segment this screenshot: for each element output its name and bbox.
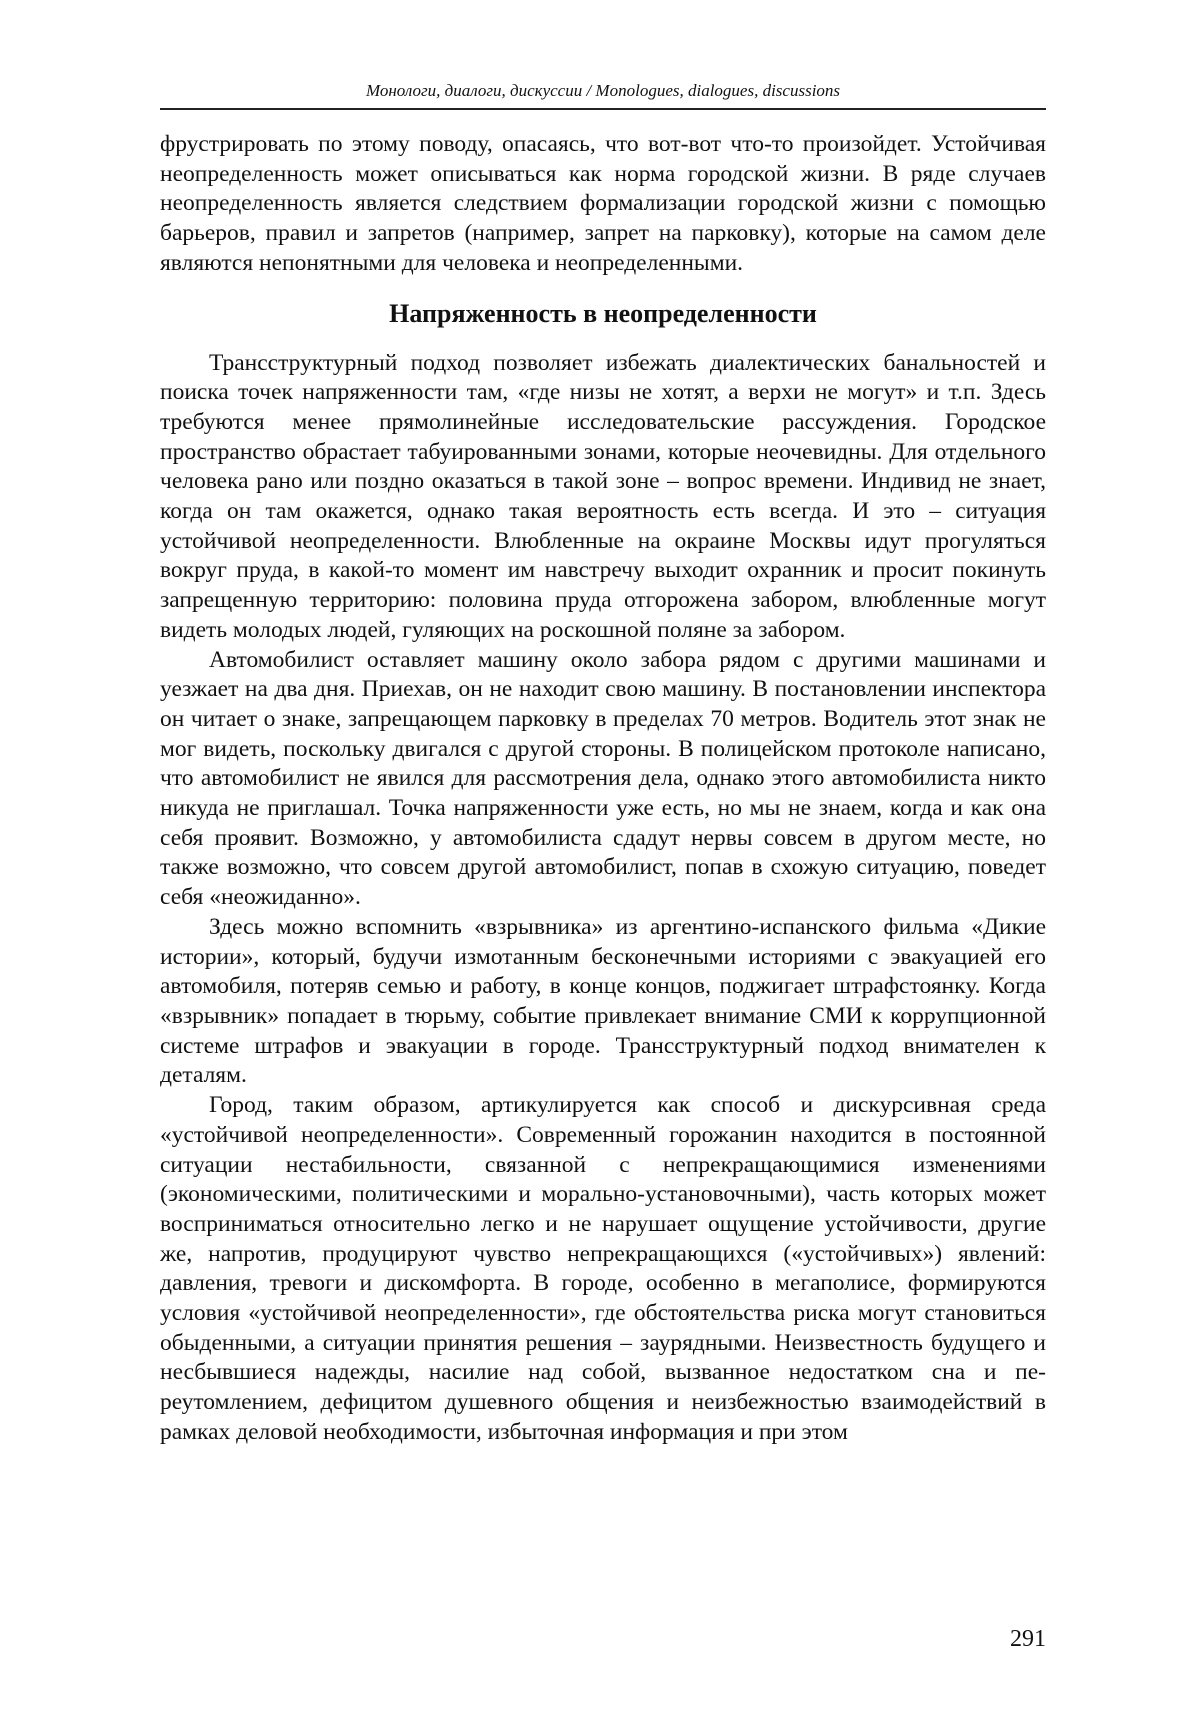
body-text <box>160 130 1046 1448</box>
page <box>160 80 1046 1448</box>
running-header: Монологи, диалоги, дискуссии / Monologues, dialogues, discussions <box>160 80 1046 110</box>
page-number: 291 <box>1010 1626 1046 1652</box>
paragraph: фрустрировать по этому поводу, опасаясь, что вот-вот что-то произойдет. Устойчивая неопределенность может описываться как норма городской жизни. В ряде случаев неопределенность является следствием формализации городской жизни с помощью барьеров, правил и запретов (например, запрет на парковку), которые на самом деле являются непонятными для человека и неопределенными. <box>160 131 1046 276</box>
paragraph: Трансструктурный подход позволяет избежать диалектических банальностей и поиска точек напряженности там, «где низы не хотят, а верхи не могут» и т.п. Здесь требуются менее прямолинейные исследовательские рассуждения. Городское пространство обрастает табуированными зонами, которые неочевидны. Для отдельного человека рано или поздно оказаться в такой зоне – вопрос времени. Индивид не знает, когда он там окажется, однако такая вероятность есть всегда. И это – ситуация устойчивой неопределенности. Влюбленные на окраине Москвы идут прогуляться вокруг пруда, в какой-то момент им навстречу выходит охранник и просит покинуть запрещенную территорию: половина пруда отгорожена забором, влюбленные могут видеть молодых людей, гуляющих на роскошной поляне за забором. <box>160 349 1046 643</box>
paragraph: Здесь можно вспомнить «взрывника» из аргентино-испанского фильма «Дикие истории», который, будучи измотанным бесконечными историями с эвакуацией его автомобиля, потеряв семью и работу, в конце концов, поджигает штрафстоянку. Когда «взрывник» попадает в тюрьму, событие привлекает внимание СМИ к коррупционной системе штрафов и эвакуации в городе. Трансструктурный подход внимателен к деталям. <box>160 913 1046 1089</box>
paragraph: Автомобилист оставляет машину около забора рядом с другими машинами и уезжает на два дня. Приехав, он не находит свою машину. В постановлении инспектора он читает о знаке, запрещающем парковку в пределах 70 метров. Водитель этот знак не мог видеть, поскольку двигался с другой стороны. В полицейском протоколе написано, что автомобилист не явился для рассмотрения дела, однако этого автомобилиста никто никуда не приглашал. Точка напряженности уже есть, но мы не знаем, когда и как она себя проявит. Возможно, у автомобилиста сдадут нервы совсем в другом месте, но также возможно, что совсем другой автомобилист, попав в схожую ситуацию, поведет себя «неожиданно». <box>160 646 1046 911</box>
section-heading: Напряженность в неопределенности <box>389 298 817 328</box>
paragraph: Город, таким образом, артикулируется как способ и дискурсивная среда «устойчивой неопределенности». Современный горожанин находится в постоянной ситуации нестабильности, связанной с непрекращающимися изменениями (экономическими, политическими и морально-установочными), часть которых может восприниматься относительно легко и не нарушает ощущение устойчивости, другие же, напротив, продуцируют чувство непрекращающихся («устойчивых») явлений: давления, тревоги и дискомфорта. В городе, особенно в мегаполисе, формируются условия «устойчивой неопределенности», где обстоятельства риска могут становиться обыденными, а ситуации принятия решения – заурядными. Неизвестность будущего и несбывшиеся надежды, насилие над собой, вызванное недостатком сна и переутомлением, дефицитом душевного общения и неизбежностью взаимодействий в рамках деловой необходимости, избыточная информация и при этом <box>160 1092 1046 1445</box>
